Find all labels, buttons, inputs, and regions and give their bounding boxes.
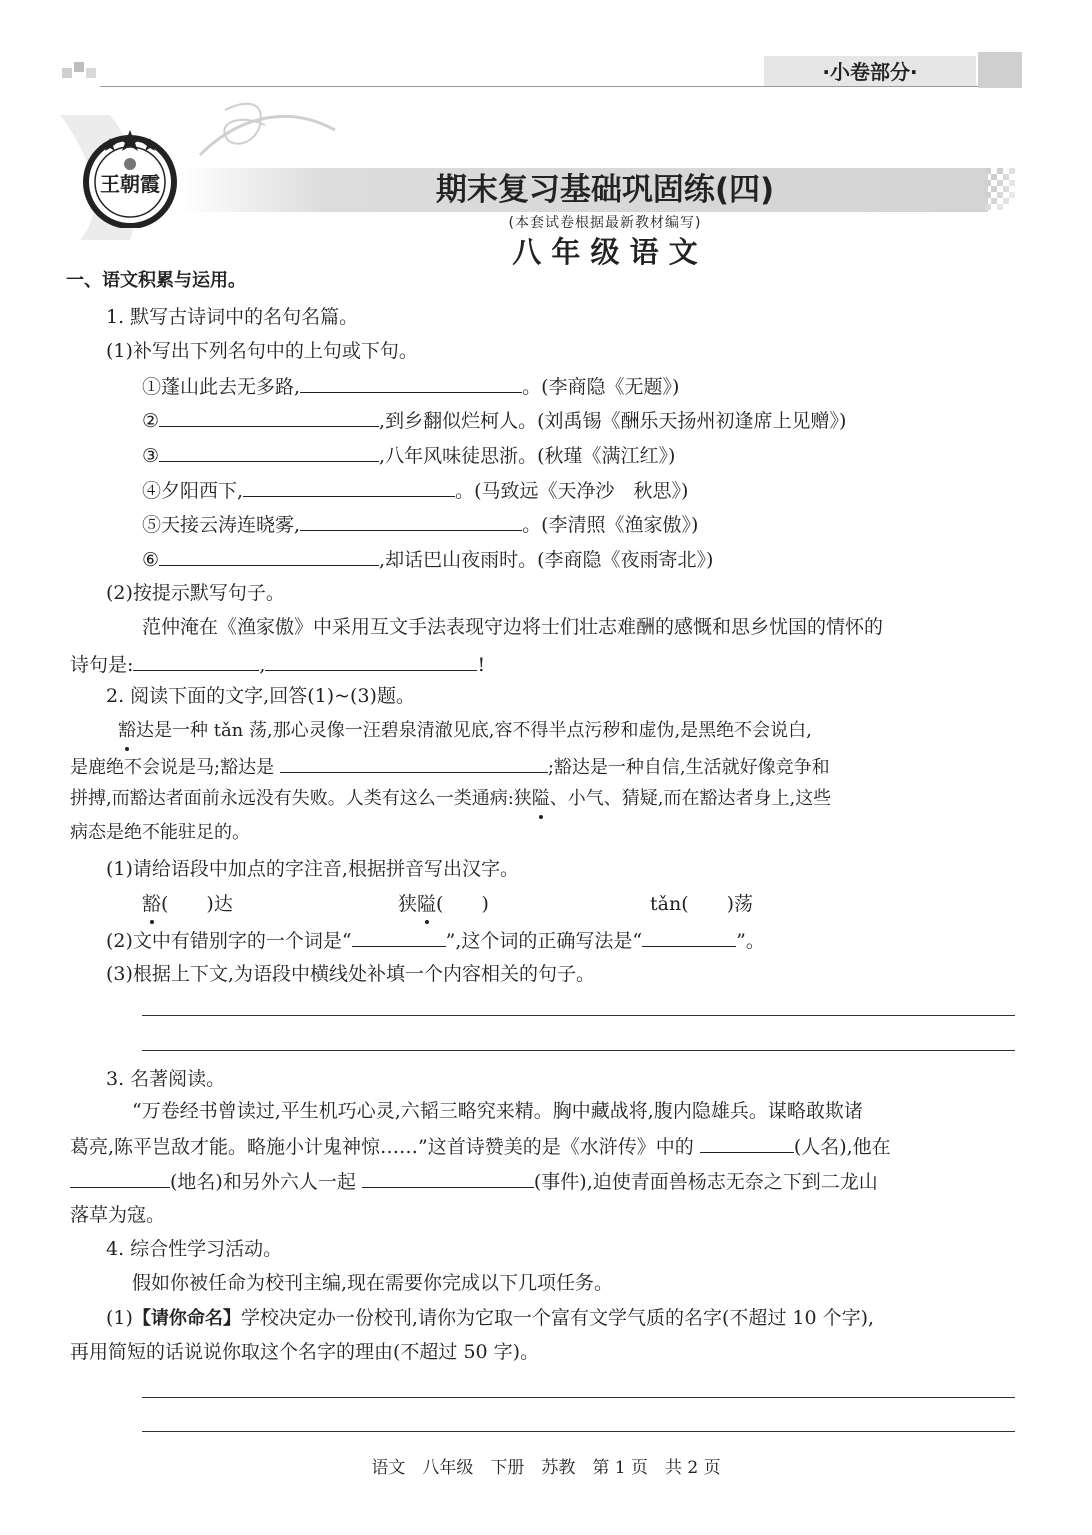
- answer-blank[interactable]: [352, 926, 446, 947]
- q1-item-6: ⑥ ,却话巴山夜雨时。(李商隐《夜雨寄北》): [142, 545, 713, 573]
- q4-title: 4. 综合性学习活动。: [106, 1238, 283, 1260]
- q4-sub1: (1)【请你命名】学校决定办一份校刊,请你为它取一个富有文学气质的名字(不超过 10 个字),: [106, 1307, 875, 1329]
- q3-title: 3. 名著阅读。: [106, 1068, 226, 1090]
- q1-item-3: ③ ,八年风味徒思浙。(秋瑾《满江红》): [142, 441, 675, 469]
- section-tag-end: [978, 52, 1022, 88]
- section-tag-label: ·小卷部分·: [822, 60, 918, 84]
- q1-part2: (2)按提示默写句子。: [106, 582, 285, 604]
- q2-passage-line-4: 病态是绝不能驻足的。: [70, 822, 250, 843]
- q3-line-4: 落草为寇。: [70, 1204, 166, 1226]
- answer-blank[interactable]: [642, 926, 736, 947]
- title-note: (本套试卷根据最新教材编写): [508, 215, 702, 231]
- answer-blank[interactable]: [265, 650, 477, 671]
- answer-line[interactable]: [142, 1015, 1015, 1016]
- subject-title: 八 年 级 语 文: [512, 235, 698, 269]
- answer-blank[interactable]: [159, 545, 379, 566]
- page-footer: 语文 八年级 下册 苏教 第 1 页 共 2 页: [371, 1458, 721, 1478]
- answer-blank[interactable]: [362, 1167, 534, 1188]
- q1-part1: (1)补写出下列名句中的上句或下句。: [106, 340, 418, 362]
- header-rule: [100, 86, 1022, 87]
- answer-blank[interactable]: [243, 476, 455, 497]
- q1-title: 1. 默写古诗词中的名句名篇。: [106, 306, 359, 328]
- q1-part2-tail: 诗句是: , !: [70, 650, 485, 678]
- answer-line[interactable]: [142, 1397, 1015, 1398]
- q1-item-5: ⑤天接云涛连晓雾, 。(李清照《渔家傲》): [142, 510, 698, 538]
- q1-part2-text: 范仲淹在《渔家傲》中采用互文手法表现守边将士们壮志难酬的感慨和思乡忧国的情怀的: [142, 616, 884, 638]
- q2-pinyin-1: 豁( )达: [142, 893, 233, 915]
- answer-blank[interactable]: [70, 1167, 170, 1188]
- q2-sub2: (2)文中有错别字的一个词是“ ”,这个词的正确写法是“ ”。: [106, 926, 765, 954]
- q3-line-1: “万卷经书曾读过,平生机巧心灵,六韬三略究来精。胸中藏战将,腹内隐雄兵。谋略敢欺诸: [132, 1100, 863, 1122]
- q2-title: 2. 阅读下面的文字,回答(1)~(3)题。: [106, 685, 415, 707]
- brand-logo: [80, 128, 180, 228]
- q2-pinyin-2: 狭隘( ): [398, 893, 489, 915]
- q2-passage-line-2: 是鹿绝不会说是马;豁达是 ;豁达是一种自信,生活就好像竞争和: [70, 752, 830, 781]
- q2-sub1: (1)请给语段中加点的字注音,根据拼音写出汉字。: [106, 858, 519, 880]
- q3-line-3: (地名)和另外六人一起 (事件),迫使青面兽杨志无奈之下到二龙山: [70, 1167, 878, 1195]
- q2-passage-line-3: 拼搏,而豁达者面前永远没有失败。人类有这么一类通病:狭隘、小气、猜疑,而在豁达者身上,这些: [70, 786, 831, 812]
- section-heading: 一、语文积累与运用。: [66, 270, 246, 291]
- corner-decoration: [62, 62, 102, 82]
- answer-blank[interactable]: [300, 510, 522, 531]
- answer-blank[interactable]: [133, 650, 259, 671]
- logo-brand-text: 王朝霞: [100, 172, 160, 196]
- q1-item-2: ② ,到乡翻似烂柯人。(刘禹锡《酬乐天扬州初逢席上见赠》): [142, 406, 846, 434]
- answer-blank[interactable]: [280, 752, 548, 773]
- answer-blank[interactable]: [700, 1132, 794, 1153]
- q4-intro: 假如你被任命为校刊主编,现在需要你完成以下几项任务。: [132, 1272, 614, 1294]
- answer-blank[interactable]: [300, 372, 522, 393]
- answer-line[interactable]: [142, 1050, 1015, 1051]
- q2-pinyin-3: tǎn( )荡: [650, 893, 754, 915]
- q3-line-2: 葛亮,陈平岂敌才能。略施小计鬼神惊……”这首诗赞美的是《水浒传》中的 (人名),他在: [70, 1132, 891, 1160]
- answer-line[interactable]: [142, 1431, 1015, 1432]
- answer-blank[interactable]: [159, 441, 379, 462]
- page-title: 期末复习基础巩固练(四): [435, 172, 775, 208]
- q1-item-4: ④夕阳西下, 。(马致远《天净沙 秋思》): [142, 476, 688, 504]
- q4-sub1-line-2: 再用简短的话说说你取这个名字的理由(不超过 50 字)。: [70, 1341, 540, 1363]
- title-band-pattern: [985, 168, 1025, 212]
- q2-sub3: (3)根据上下文,为语段中横线处补填一个内容相关的句子。: [106, 963, 595, 985]
- q1-item-1: ①蓬山此去无多路, 。(李商隐《无题》): [142, 372, 679, 400]
- q2-passage-line-1: 豁达是一种 tǎn 荡,那心灵像一汪碧泉清澈见底,容不得半点污秽和虚伪,是黑绝不会说白,: [118, 718, 812, 744]
- answer-blank[interactable]: [159, 406, 379, 427]
